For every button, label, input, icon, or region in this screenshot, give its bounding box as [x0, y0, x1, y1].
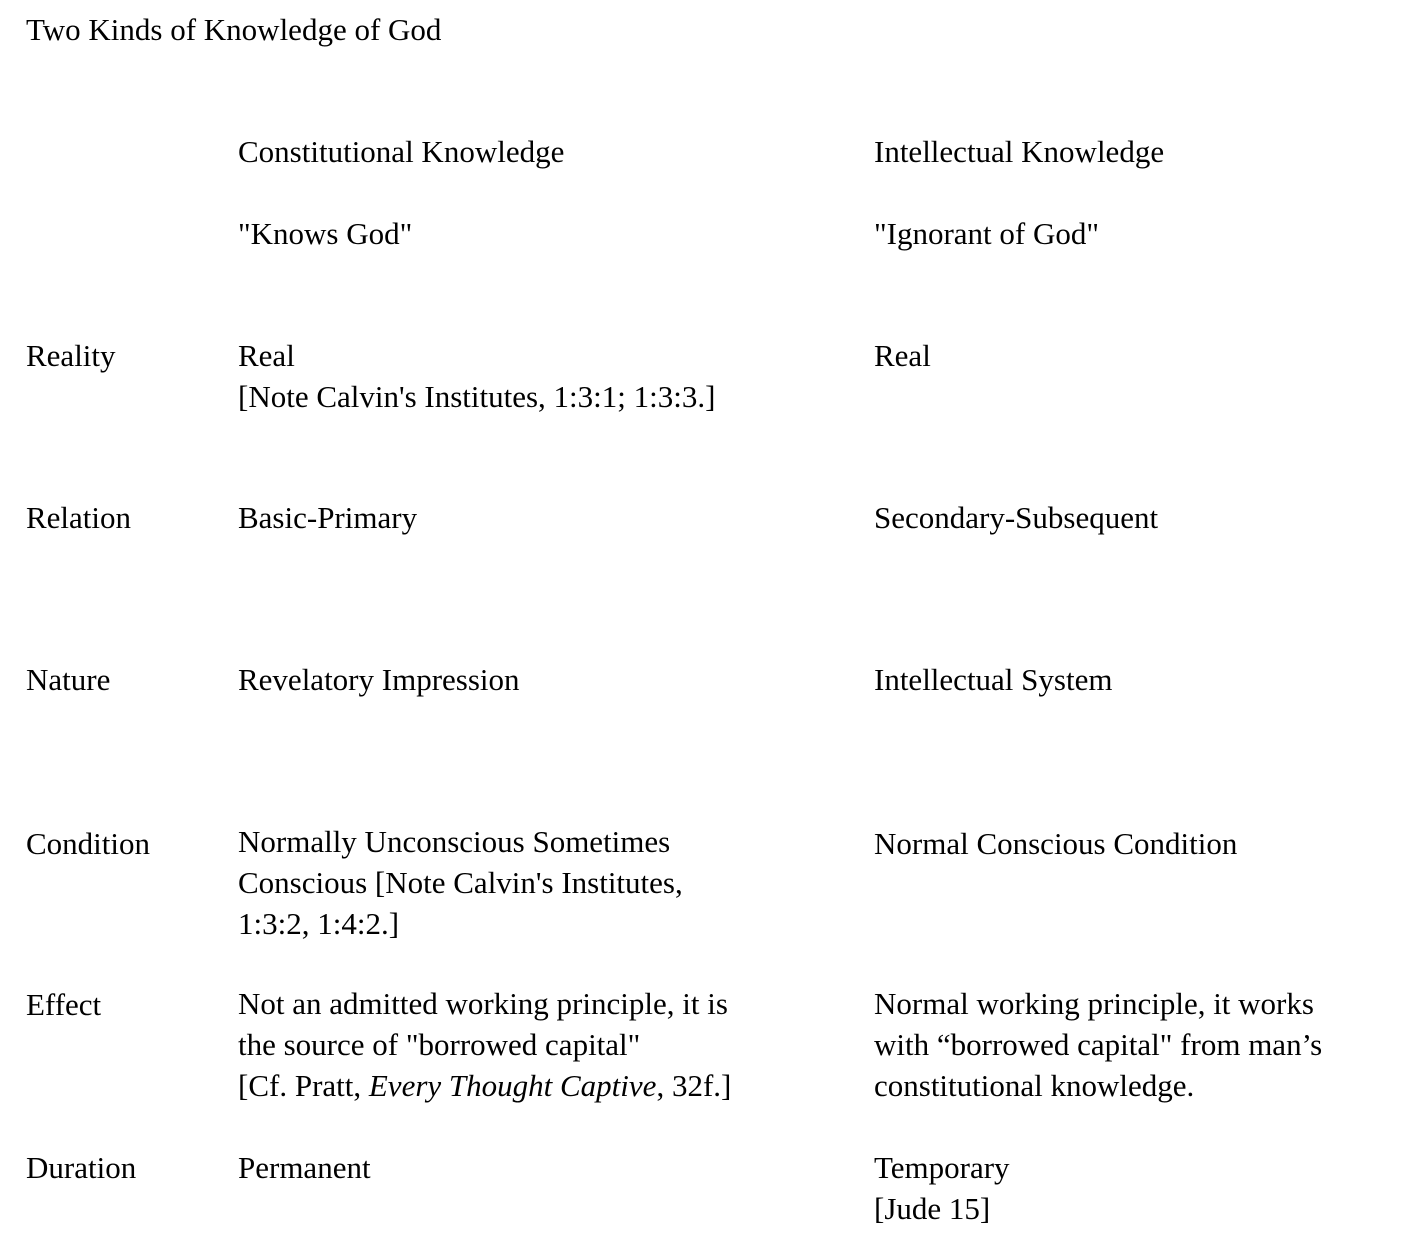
row-duration-constitutional [238, 1147, 371, 1188]
header-constitutional-quote: "Knows God" [238, 216, 413, 251]
row-condition-intellectual [874, 823, 1237, 864]
text-line: Normal Conscious Condition [874, 826, 1238, 861]
row-label-reality: Reality [26, 338, 116, 373]
text-line: [Jude 15] [874, 1191, 991, 1226]
citation-prefix: [Cf. Pratt, [238, 1068, 369, 1103]
row-label-duration: Duration [26, 1150, 137, 1185]
text-line: Basic-Primary [238, 500, 418, 535]
text-line: [Note Calvin's Institutes, 1:3:1; 1:3:3.] [238, 379, 716, 414]
text-line: Intellectual System [874, 662, 1113, 697]
header-intellectual-quote: "Ignorant of God" [874, 216, 1100, 251]
row-label-effect: Effect [26, 987, 102, 1022]
text-line: Not an admitted working principle, it is [238, 986, 728, 1021]
row-effect-constitutional [238, 983, 731, 1106]
citation-pratt [238, 1065, 731, 1106]
header-constitutional: Constitutional Knowledge [238, 134, 565, 169]
text-line: Secondary-Subsequent [874, 500, 1159, 535]
text-line: 1:3:2, 1:4:2.] [238, 906, 400, 941]
row-relation-intellectual [874, 497, 1158, 538]
row-reality-constitutional [238, 335, 715, 417]
text-line: Temporary [874, 1150, 1010, 1185]
text-line: the source of "borrowed capital" [238, 1027, 641, 1062]
text-line: Real [874, 338, 931, 373]
page-title: Two Kinds of Knowledge of God [26, 12, 442, 47]
text-line: Conscious [Note Calvin's Institutes, [238, 865, 683, 900]
text-line: constitutional knowledge. [874, 1068, 1195, 1103]
text-line: Revelatory Impression [238, 662, 520, 697]
text-line: Permanent [238, 1150, 371, 1185]
text-line: with “borrowed capital" from man’s [874, 1027, 1323, 1062]
citation-book-title: Every Thought Captive [368, 1068, 657, 1103]
text-line: Normally Unconscious Sometimes [238, 824, 671, 859]
row-nature-constitutional [238, 659, 520, 700]
citation-suffix: , 32f.] [656, 1068, 732, 1103]
header-intellectual: Intellectual Knowledge [874, 134, 1165, 169]
row-effect-intellectual [874, 983, 1322, 1106]
row-label-nature: Nature [26, 662, 111, 697]
row-condition-constitutional [238, 821, 683, 944]
text-line: Normal working principle, it works [874, 986, 1314, 1021]
row-nature-intellectual [874, 659, 1112, 700]
row-duration-intellectual [874, 1147, 1010, 1229]
row-label-condition: Condition [26, 826, 151, 861]
text-line: Real [238, 338, 295, 373]
row-reality-intellectual [874, 335, 931, 376]
row-relation-constitutional [238, 497, 417, 538]
row-label-relation: Relation [26, 500, 132, 535]
